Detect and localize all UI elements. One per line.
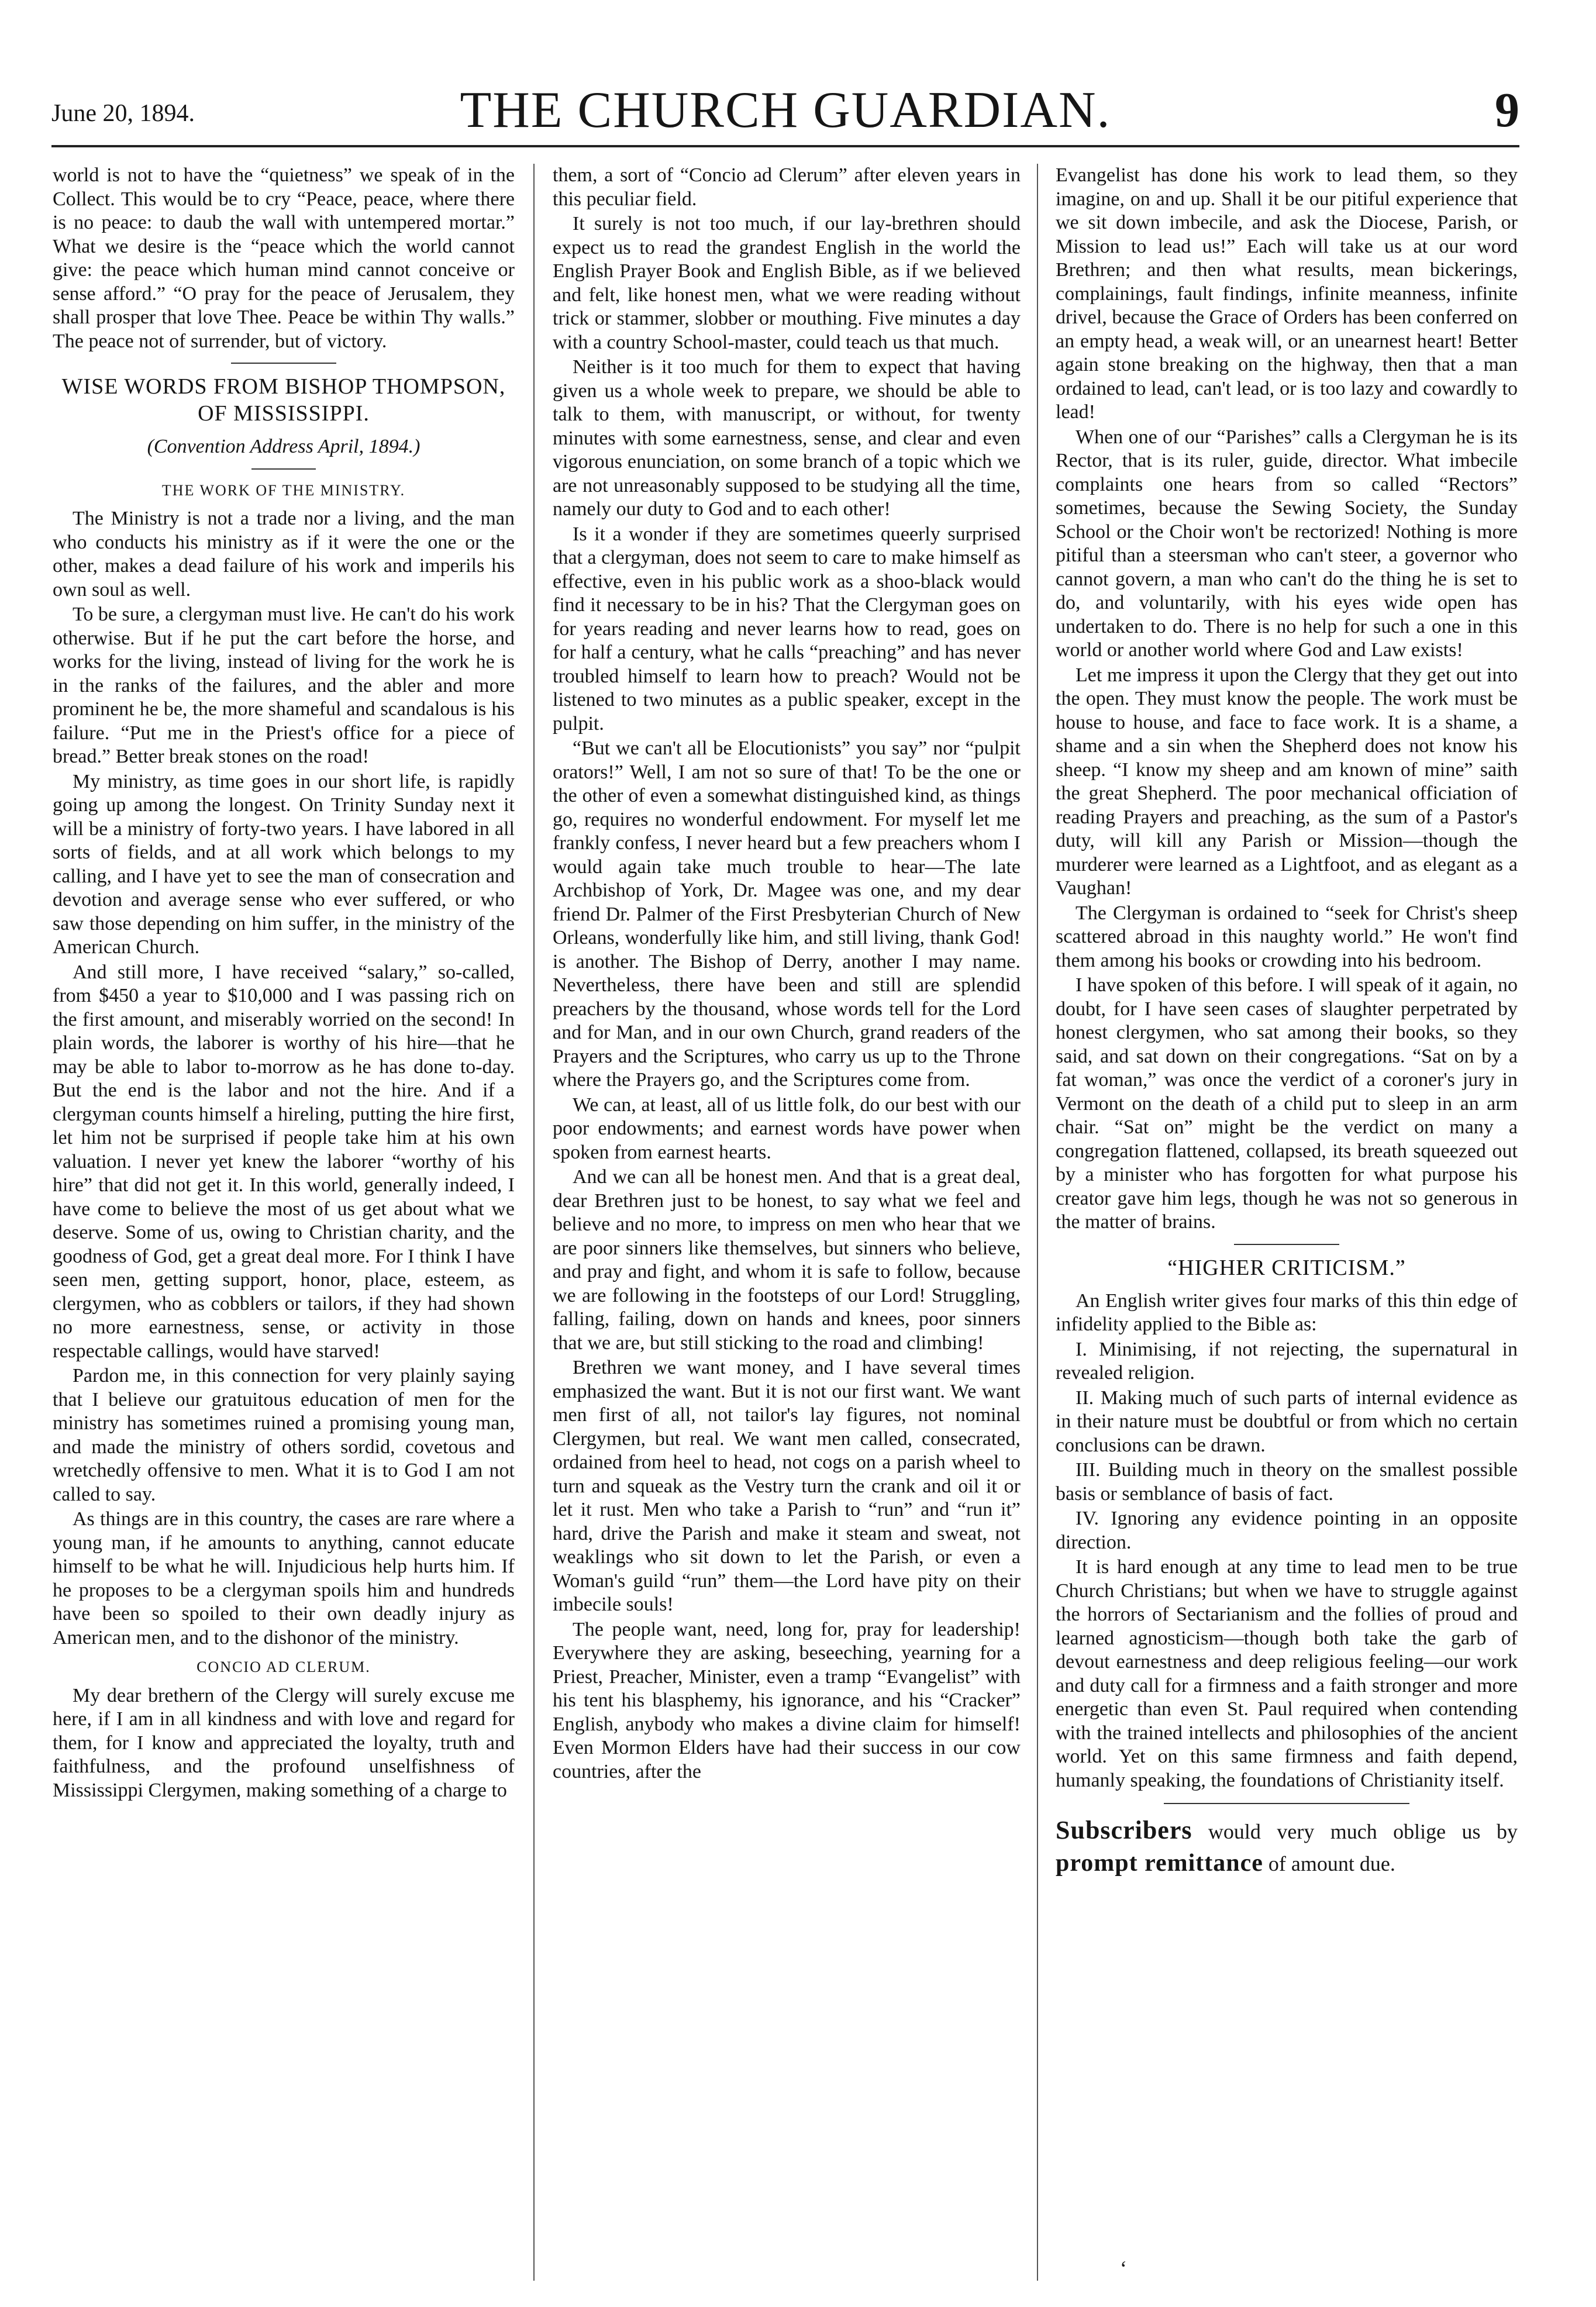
notice-keyword: prompt remittance bbox=[1056, 1850, 1263, 1877]
paragraph: Evangelist has done his work to lead them, so they imagine, on and up. Shall it be our pitiful experience that we sit down imbecile, and ask the Diocese, Parish, or Mission to lead us!” Each will take us at our word Brethren; and then what results, mean bickerings, complainings, fault findings, infinite meanness, infinite drivel, because the Grace of Orders has been conferred on an empty head, a weak will, or an unearnest heart! Better again stone breaking on the highway, then that a man ordained to lead, can't lead, or is too lazy and cowardly to lead! bbox=[1056, 164, 1518, 423]
paragraph: My ministry, as time goes in our short life, is rapidly going up among the longest. On Trinity Sunday next it will be a ministry of forty-two years. I have labored in all sorts of fields, and at all work which belongs to my calling, and I have yet to see the man of consecration and devotion and average sense who ever suffered, or who saw those depending on him suffer, in the ministry of the American Church. bbox=[53, 770, 515, 958]
paragraph: “But we can't all be Elocutionists” you say” nor “pulpit orators!” Well, I am not so sure of that! To be the one or the other of even a somewhat distinguished kind, as things go, requires no wonderful endowment. For myself let me frankly confess, I never heard but a few preachers whom I would again take much trouble to hear—The late Archbishop of York, Dr. Magee was one, and my dear friend Dr. Palmer of the First Presbyterian Church of New Orleans, wonderfully like him, and still living, thank God! is another. The Bishop of Derry, another I may name. Nevertheless, there have been and still are splendid preachers by the thousand, whose words tell for the Lord and for Man, and in our own Church, grand readers of the Prayers and the Scriptures, who carry us up to the Throne where the Prayers go, and the Scriptures come from. bbox=[553, 737, 1021, 1091]
paragraph: When one of our “Parishes” calls a Clergyman he is its Rector, that is its ruler, guide, director. What imbecile complaints one hears from so called “Rectors” sometimes, because the Sewing Society, the Sunday School or the Choir won't be rectorized! Nothing is more pitiful than a steersman who can't steer, a governor who cannot govern, a man who can't do the thing he is set to do, and voluntarily, with his eyes wide open has undertaken to do. There is no help for such a one in this world or another world where God and Law exists! bbox=[1056, 426, 1518, 661]
section-heading: CONCIO AD CLERUM. bbox=[197, 1658, 371, 1675]
paragraph: The Clergyman is ordained to “seek for Christ's sheep scattered abroad in this naughty world.” He won't find them among his books or crowding into his bedroom. bbox=[1056, 902, 1518, 971]
paragraph: Brethren we want money, and I have several times emphasized the want. But it is not our first want. We want men first of all, not tailor's lay figures, not nominal Clergymen, but real. We want men called, consecrated, ordained from heel to head, not cogs on a parish wheel to turn and squeak as the Vestry turn the crank and oil it or let it rust. Men who take a Parish to “run” and “run it” hard, drive the Parish and make it steam and sweat, not weaklings who sit down to let the Parish, or even a Woman's guild “run” them—the Lord have pity on their imbecile souls! bbox=[553, 1357, 1021, 1615]
paragraph: them, a sort of “Concio ad Clerum” after eleven years in this peculiar field. bbox=[553, 164, 1021, 210]
paragraph: Is it a wonder if they are sometimes queerly surprised that a clergyman, does not seem to care to make himself as effective, even in his public work as a shoo-black would find it necessary to be in his? That the Clergyman goes on for years reading and never learns how to read, goes on for half a century, what he calls “preaching” and has never troubled himself to learn how to preach? Would not be listened to two minutes as a public speaker, except in the pulpit. bbox=[553, 523, 1021, 734]
notice-text: of amount due. bbox=[1268, 1852, 1395, 1875]
paragraph: I have spoken of this before. I will speak of it again, no doubt, for I have seen cases of slaughter perpetrated by honest clergymen, who sat among their books, so they said, and sat down on their congregations. “Sat on by a fat woman,” was once the verdict of a coroner's jury in Vermont on the death of a child put to sleep in an arm chair. “Sat on” might be the verdict on many a congregation flattened, collapsed, its breath squeezed out by a minister who has forgotten for what purpose his creator gave him legs, though he was not so generous in the matter of brains. bbox=[1056, 974, 1518, 1233]
page-header bbox=[51, 0, 1519, 152]
column-divider bbox=[1037, 164, 1038, 2281]
section-rule bbox=[1164, 1803, 1409, 1804]
list-item: III. Building much in theory on the smallest possible basis or semblance of basis of fact. bbox=[1056, 1459, 1518, 1505]
page-number: 9 bbox=[1495, 83, 1519, 137]
masthead-title: THE CHURCH GUARDIAN. bbox=[460, 82, 1111, 139]
section-rule bbox=[251, 468, 316, 470]
paragraph: The Ministry is not a trade nor a living, and the man who conducts his ministry as if it were the one or the other, makes a dead failure of his work and imperils his own soul as well. bbox=[53, 508, 515, 601]
paragraph: As things are in this country, the cases are rare where a young man, if he amounts to anything, cannot educate himself to be what he will. Injudicious help hurts him. If he proposes to be a clergyman spoils him and hundreds have been so spoiled to their own deadly injury as American men, and to the dishonor of the ministry. bbox=[53, 1508, 515, 1649]
column-1 bbox=[53, 164, 515, 1803]
paragraph: An English writer gives four marks of this thin edge of infidelity applied to the Bible as: bbox=[1056, 1289, 1518, 1335]
stray-mark: ‘ bbox=[1120, 2257, 1127, 2280]
paragraph: world is not to have the “quietness” we speak of in the Collect. This would be to cry “Peace, peace, where there is no peace: to daub the wall with untempered mortar.” What we desire is the “peace which the world cannot give: the peace which human mind cannot conceive or sense afford.” “O pray for the peace of Jerusalem, they shall prosper that love Thee. Peace be within Thy walls.” The peace not of surrender, but of victory. bbox=[53, 164, 515, 352]
notice-keyword: Subscribers bbox=[1056, 1816, 1192, 1844]
paragraph: Let me impress it upon the Clergy that they get out into the open. They must know the people. The work must be house to house, and face to face work. It is a shame, a shame and a sin when the Shepherd does not know his sheep. “I know my sheep and am known of mine” saith the great Shepherd. The poor mechanical officiation of reading Prayers and preaching, as the sum of a Pastor's duty, will kill any Parish or Mission—though the murderer were learned as a Lightfoot, and as elegant as a Vaughan! bbox=[1056, 664, 1518, 899]
paragraph: Pardon me, in this connection for very plainly saying that I believe our gratuitous education of men for the ministry has sometimes ruined a promising young man, and made the ministry of others sordid, covetous and wretchedly offensive to men. What it is to God I am not called to say. bbox=[53, 1365, 515, 1505]
list-item: IV. Ignoring any evidence pointing in an opposite direction. bbox=[1056, 1508, 1518, 1553]
section-rule bbox=[1234, 1244, 1339, 1245]
header-rule bbox=[51, 145, 1519, 147]
list-item: II. Making much of such parts of internal evidence as in their nature must be doubtful or from which no certain conclusions can be drawn. bbox=[1056, 1387, 1518, 1456]
list-item: I. Minimising, if not rejecting, the supernatural in revealed religion. bbox=[1056, 1338, 1518, 1384]
column-3 bbox=[1056, 164, 1518, 1881]
paragraph: It is hard enough at any time to lead men to be true Church Christians; but when we have to struggle against the horrors of Sectarianism and the follies of proud and learned agnosticism—though both take the garb of devout earnestness and deep religious feeling—our work and duty call for a firmness and a faith stronger and more energetic than even St. Paul required when contending with the trained intellects and philosophies of the ancient world. Yet on this same firmness and faith depend, humanly speaking, the foundations of Christianity itself. bbox=[1056, 1556, 1518, 1791]
paragraph: To be sure, a clergyman must live. He can't do his work otherwise. But if he put the cart before the horse, and works for the living, instead of living for the work he is in the ranks of the failures, and the abler and more prominent he be, the more shameful and scandalous is his failure. “Put me in the Priest's office for a piece of bread.” Better break stones on the road! bbox=[53, 604, 515, 767]
subscriber-notice bbox=[1056, 1815, 1518, 1880]
article-source: (Convention Address April, 1894.) bbox=[147, 436, 420, 457]
paragraph: We can, at least, all of us little folk, do our best with our poor endowments; and earnest words have power when spoken from earnest hearts. bbox=[553, 1094, 1021, 1163]
section-heading: THE WORK OF THE MINISTRY. bbox=[161, 481, 406, 499]
paragraph: And we can all be honest men. And that is a great deal, dear Brethren just to be honest, to say what we feel and believe and no more, to impress on men who hear that we are poor sinners like themselves, but sinners who believe, and pray and fight, and whom it is safe to follow, because we are following in the footsteps of our Lord! Struggling, falling, failing, down on hands and knees, poor sinners that we are, but still sticking to the road and climbing! bbox=[553, 1166, 1021, 1354]
article-title: WISE WORDS FROM BISHOP THOMPSON, OF MISSISSIPPI. bbox=[61, 374, 506, 426]
paragraph: It surely is not too much, if our lay-brethren should expect us to read the grandest English in the world the English Prayer Book and English Bible, as if we believed and felt, like honest men, what we were reading without trick or stammer, slobber or mouthing. Five minutes a day with a country School-master, could teach us that much. bbox=[553, 213, 1021, 353]
paragraph: And still more, I have received “salary,” so-called, from $450 a year to $10,000 and I was passing rich on the first amount, and miserably worried on the second! In plain words, the laborer is worthy of his hire—that he may be able to labor to-morrow as he has done to-day. But the end is the labor and not the hire. And if a clergyman counts himself a hireling, putting the hire first, let him not be surprised if people take him at his own valuation. I never yet knew the laborer “worthy of his hire” that did not get it. In this world, generally indeed, I have come to believe the most of us get about what we deserve. Some of us, owing to Christian charity, and the goodness of God, get a great deal more. For I think I have seen men, getting support, honor, place, esteem, as clergymen, who as cobblers or tailors, if they had shown no more earnestness, sense, or activity in those respectable callings, would have starved! bbox=[53, 961, 515, 1362]
paragraph: Neither is it too much for them to expect that having given us a whole week to prepare, we should be able to talk to them, with manuscript, or without, for twenty minutes with some earnestness, sense, and clear and even vigorous enunciation, on some branch of a topic which we are not unreasonably supposed to be studying all the time, namely our duty to God and to each other! bbox=[553, 356, 1021, 520]
paragraph: My dear brethern of the Clergy will surely excuse me here, if I am in all kindness and with love and regard for them, for I know and appreciated the loyalty, truth and faithfulness, and the profound unselfishness of Mississippi Clergymen, making something of a charge to bbox=[53, 1684, 515, 1801]
article-title: “HIGHER CRITICISM.” bbox=[1167, 1255, 1406, 1280]
section-rule bbox=[231, 363, 336, 364]
notice-text: would very much oblige us by bbox=[1208, 1820, 1518, 1843]
paragraph: The people want, need, long for, pray for leadership! Everywhere they are asking, beseeching, yearning for a Priest, Preacher, Minister, even a tramp “Evangelist” with his tent his blasphemy, his ignorance, and his “Cracker” English, anybody who makes a divine claim for himself! Even Mormon Elders have had their success in our cow countries, after the bbox=[553, 1618, 1021, 1782]
column-2 bbox=[553, 164, 1021, 1785]
issue-date: June 20, 1894. bbox=[51, 100, 195, 127]
column-divider bbox=[533, 164, 535, 2281]
